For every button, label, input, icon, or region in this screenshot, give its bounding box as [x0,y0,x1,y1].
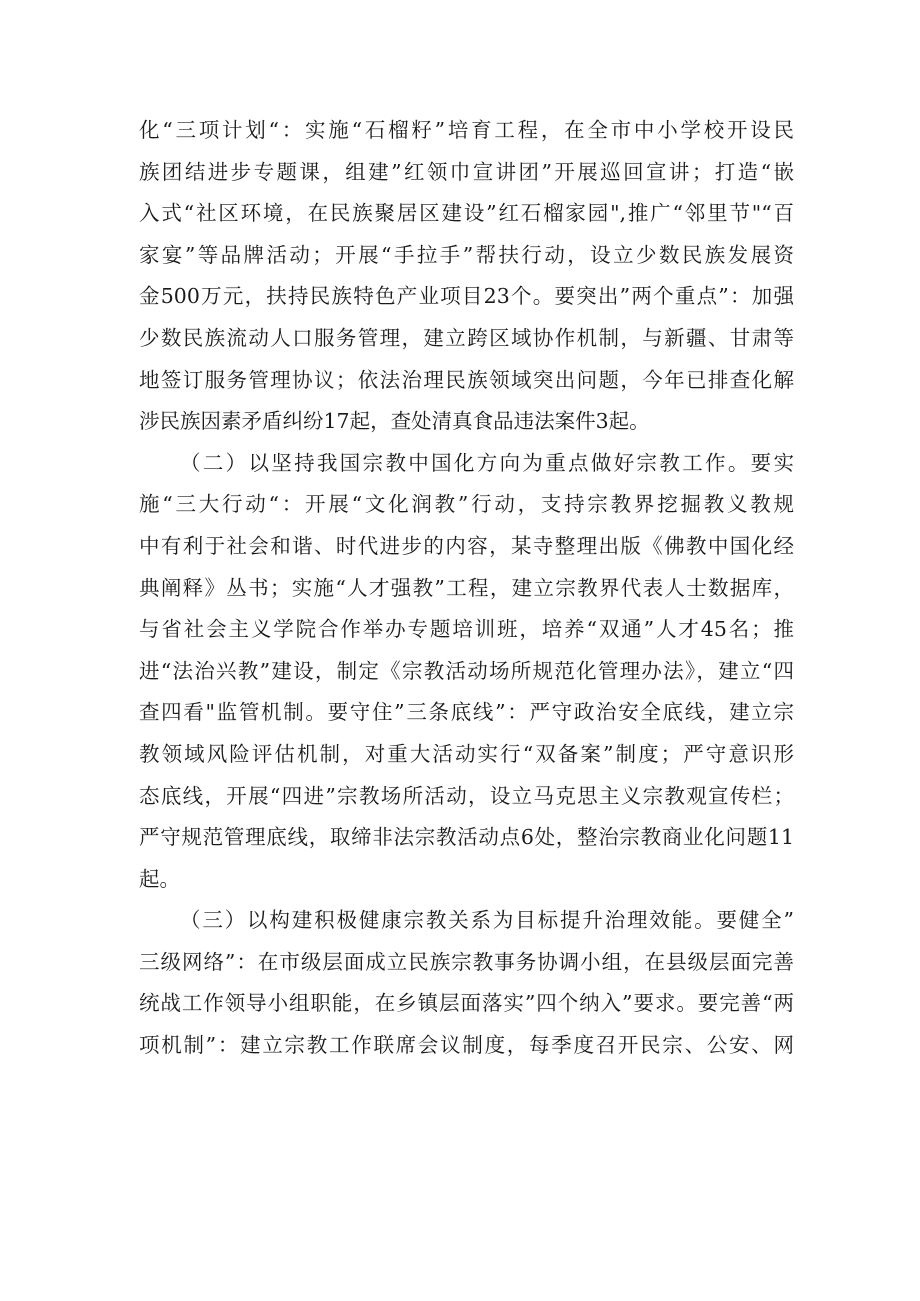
text-line: 项机制”：建立宗教工作联席会议制度，每季度召开民宗、公安、网 [139,1033,794,1058]
text-line: 涉民族因素矛盾纠纷17起，查处清真食品违法案件3起。 [139,409,650,434]
text-line: 进“法治兴教”建设，制定《宗教活动场所规范化管理办法》，建立“四 [139,658,794,683]
text-line: 地签订服务管理协议；依法治理民族领域突出问题，今年已排查化解 [139,367,794,392]
text-line: 起。 [139,866,180,891]
text-line: 入式“社区环境，在民族聚居区建设”红石榴家园",推广“邻里节"“百 [139,201,794,226]
text-line: 教领域风险评估机制，对重大活动实行“双备案”制度；严守意识形 [139,741,794,766]
text-line: 家宴”等品牌活动；开展“手拉手”帮扶行动，设立少数民族发展资 [139,242,794,267]
text-line: 金500万元，扶持民族特色产业项目23个。要突出”两个重点”：加强 [139,284,794,309]
text-line: 与省社会主义学院合作举办专题培训班，培养“双通”人才45名；推 [139,617,794,642]
text-line: （三）以构建积极健康宗教关系为目标提升治理效能。要健全” [180,908,794,933]
text-line: 少数民族流动人口服务管理，建立跨区域协作机制，与新疆、甘肃等 [139,325,794,350]
text-line: 化“三项计划“：实施“石榴籽”培育工程，在全市中小学校开设民 [139,118,794,142]
text-line: 三级网络”：在市级层面成立民族宗教事务协调小组，在县级层面完善 [139,949,794,974]
text-line: 统战工作领导小组职能，在乡镇层面落实”四个纳入”要求。要完善“两 [139,991,794,1016]
text-line: （二）以坚持我国宗教中国化方向为重点做好宗教工作。要实 [180,450,794,475]
text-line: 态底线，开展“四进”宗教场所活动，设立马克思主义宗教观宣传栏； [139,783,794,808]
text-line: 中有利于社会和谐、时代进步的内容，某寺整理出版《佛教中国化经 [139,533,794,558]
text-line: 族团结进步专题课，组建”红领巾宣讲团”开展巡回宣讲；打造“嵌 [139,159,794,184]
text-line: 严守规范管理底线，取缔非法宗教活动点6处，整治宗教商业化问题11 [139,825,794,850]
paragraph-governance [139,900,794,1066]
text-line: 施“三大行动“：开展“文化润教”行动，支持宗教界挖掘教义教规 [139,492,794,517]
text-line: 典阐释》丛书；实施“人才强教”工程，建立宗教界代表人士数据库， [139,575,794,600]
paragraph-continuation [139,110,794,443]
document-body [139,110,794,1067]
text-line: 查四看"监管机制。要守住”三条底线”：严守政治安全底线，建立宗 [139,700,794,725]
paragraph-religion-sinicization [139,443,794,901]
